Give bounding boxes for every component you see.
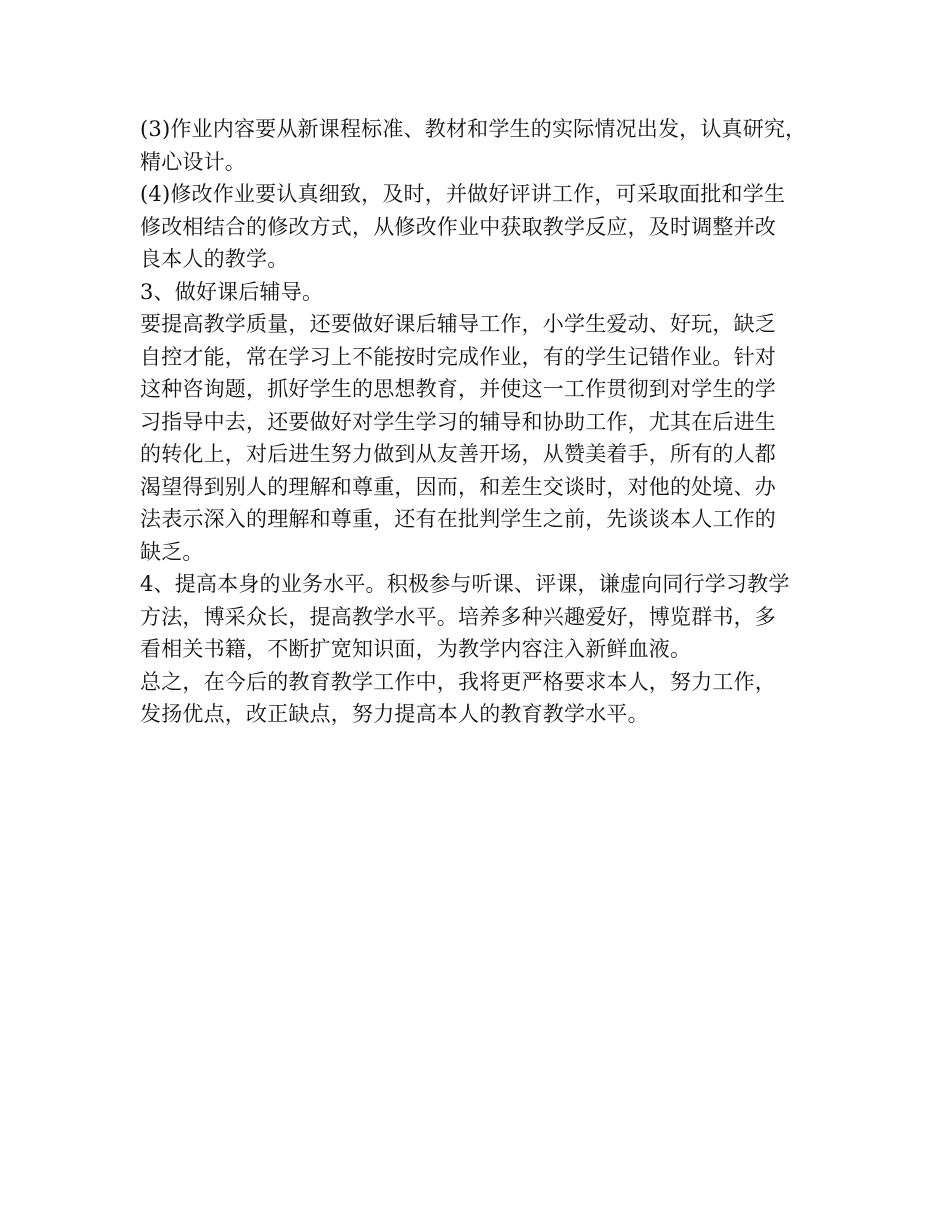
text-line: (3)作业内容要从新课程标准、教材和学生的实际情况出发，认真研究，	[140, 117, 807, 141]
text-line: 看相关书籍，不断扩宽知识面，为教学内容注入新鲜血液。	[140, 637, 692, 661]
text-line: 良本人的教学。	[140, 247, 289, 271]
text-line: 精心设计。	[140, 149, 246, 174]
text-line: 缺乏。	[140, 539, 204, 564]
section-heading: 3、做好课后辅导。	[140, 279, 324, 304]
text-line: 总之，在今后的教育教学工作中，我将更严格要求本人，努力工作，	[140, 669, 776, 694]
text-line: 习指导中去，还要做好对学生学习的辅导和协助工作，尤其在后进生	[140, 409, 776, 434]
text-line: 渴望得到别人的理解和尊重，因而，和差生交谈时，对他的处境、办	[140, 474, 776, 499]
text-line: 的转化上，对后进生努力做到从友善开场，从赞美着手，所有的人都	[140, 442, 776, 466]
text-line: 发扬优点，改正缺点，努力提高本人的教育教学水平。	[140, 702, 649, 726]
text-line: 要提高教学质量，还要做好课后辅导工作，小学生爱动、好玩，缺乏	[140, 312, 776, 336]
text-line: (4)修改作业要认真细致，及时，并做好评讲工作，可采取面批和学生	[140, 182, 786, 206]
text-line: 方法，博采众长，提高教学水平。培养多种兴趣爱好，博览群书，多	[140, 604, 776, 629]
text-line: 这种咨询题，抓好学生的思想教育，并使这一工作贯彻到对学生的学	[140, 377, 776, 401]
text-line: 自控才能，常在学习上不能按时完成作业，有的学生记错作业。针对	[140, 344, 776, 369]
document-body	[140, 113, 830, 731]
text-line: 法表示深入的理解和尊重，还有在批判学生之前，先谈谈本人工作的	[140, 507, 776, 531]
text-line: 修改相结合的修改方式，从修改作业中获取教学反应，及时调整并改	[140, 214, 776, 239]
section-heading: 4、提高本身的业务水平。积极参与听课、评课，谦虚向同行学习教学	[140, 572, 790, 596]
